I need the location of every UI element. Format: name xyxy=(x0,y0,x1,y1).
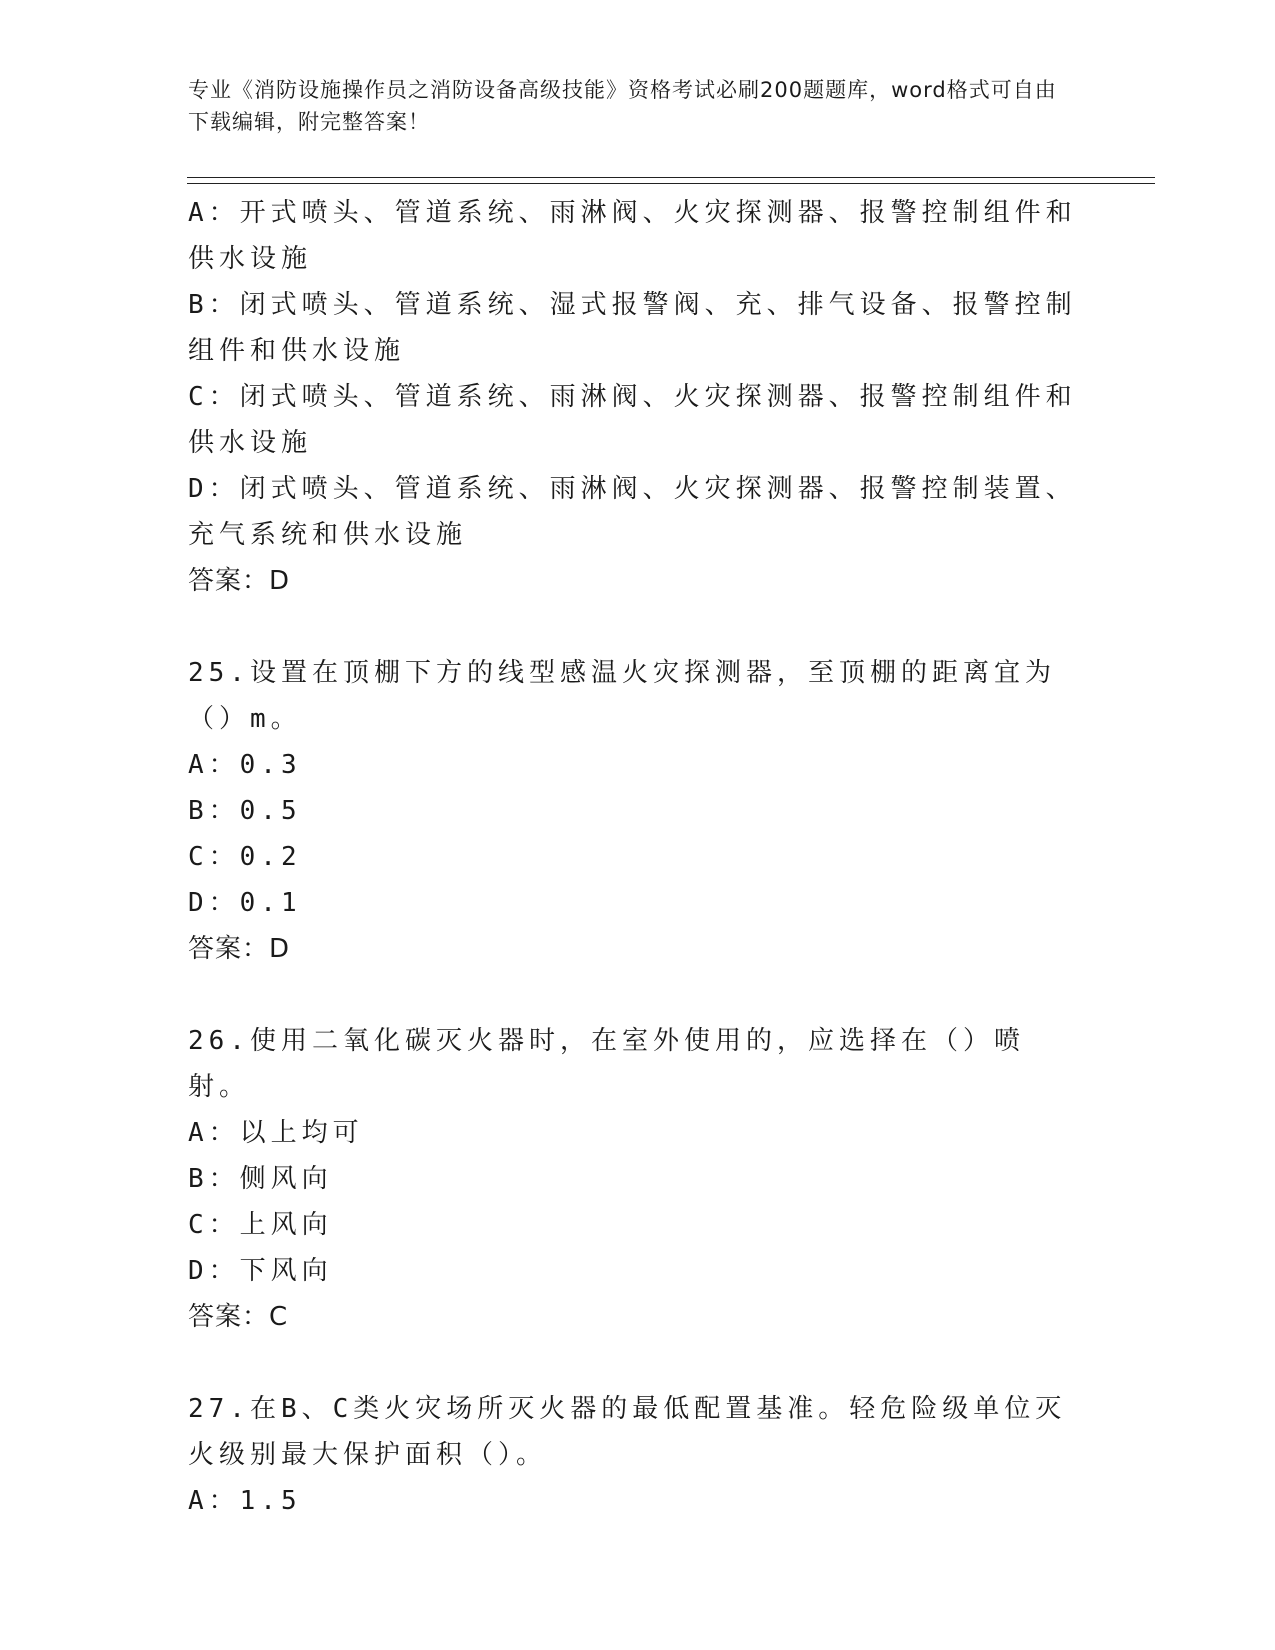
option-b: B：0.5 xyxy=(188,796,302,826)
question-26 xyxy=(188,1018,1078,1340)
question-stem: 26.使用二氧化碳灭火器时，在室外使用的，应选择在（）喷射。 xyxy=(188,1026,1025,1102)
option-c: C：闭式喷头、管道系统、雨淋阀、火灾探测器、报警控制组件和供水设施 xyxy=(188,382,1077,458)
answer: 答案：C xyxy=(188,1302,289,1332)
option-d: D：下风向 xyxy=(188,1256,333,1286)
question-stem: 25.设置在顶棚下方的线型感温火灾探测器，至顶棚的距离宜为（）m。 xyxy=(188,658,1056,734)
header-divider-bottom xyxy=(187,183,1155,184)
option-b: B：侧风向 xyxy=(188,1164,333,1194)
question-stem: 27.在B、C类火灾场所灭火器的最低配置基准。轻危险级单位灭火级别最大保护面积（）。 xyxy=(188,1394,1067,1470)
answer: 答案：D xyxy=(188,566,291,596)
option-a: A：0.3 xyxy=(188,750,302,780)
document-header: 专业《消防设施操作员之消防设备高级技能》资格考试必刷200题题库，word格式可自由下载编辑，附完整答案！ xyxy=(188,78,1057,134)
question-24 xyxy=(188,190,1078,604)
option-d: D：闭式喷头、管道系统、雨淋阀、火灾探测器、报警控制装置、充气系统和供水设施 xyxy=(188,474,1077,550)
option-b: B：闭式喷头、管道系统、湿式报警阀、充、排气设备、报警控制组件和供水设施 xyxy=(188,290,1077,366)
option-c: C：0.2 xyxy=(188,842,302,872)
question-25 xyxy=(188,650,1078,972)
option-d: D：0.1 xyxy=(188,888,302,918)
answer: 答案：D xyxy=(188,934,291,964)
option-c: C：上风向 xyxy=(188,1210,333,1240)
question-list xyxy=(188,190,1078,1524)
option-a: A：以上均可 xyxy=(188,1118,364,1148)
option-a: A：开式喷头、管道系统、雨淋阀、火灾探测器、报警控制组件和供水设施 xyxy=(188,198,1077,274)
question-27 xyxy=(188,1386,1078,1524)
option-a: A：1.5 xyxy=(188,1486,302,1516)
header-divider-top xyxy=(187,177,1155,178)
